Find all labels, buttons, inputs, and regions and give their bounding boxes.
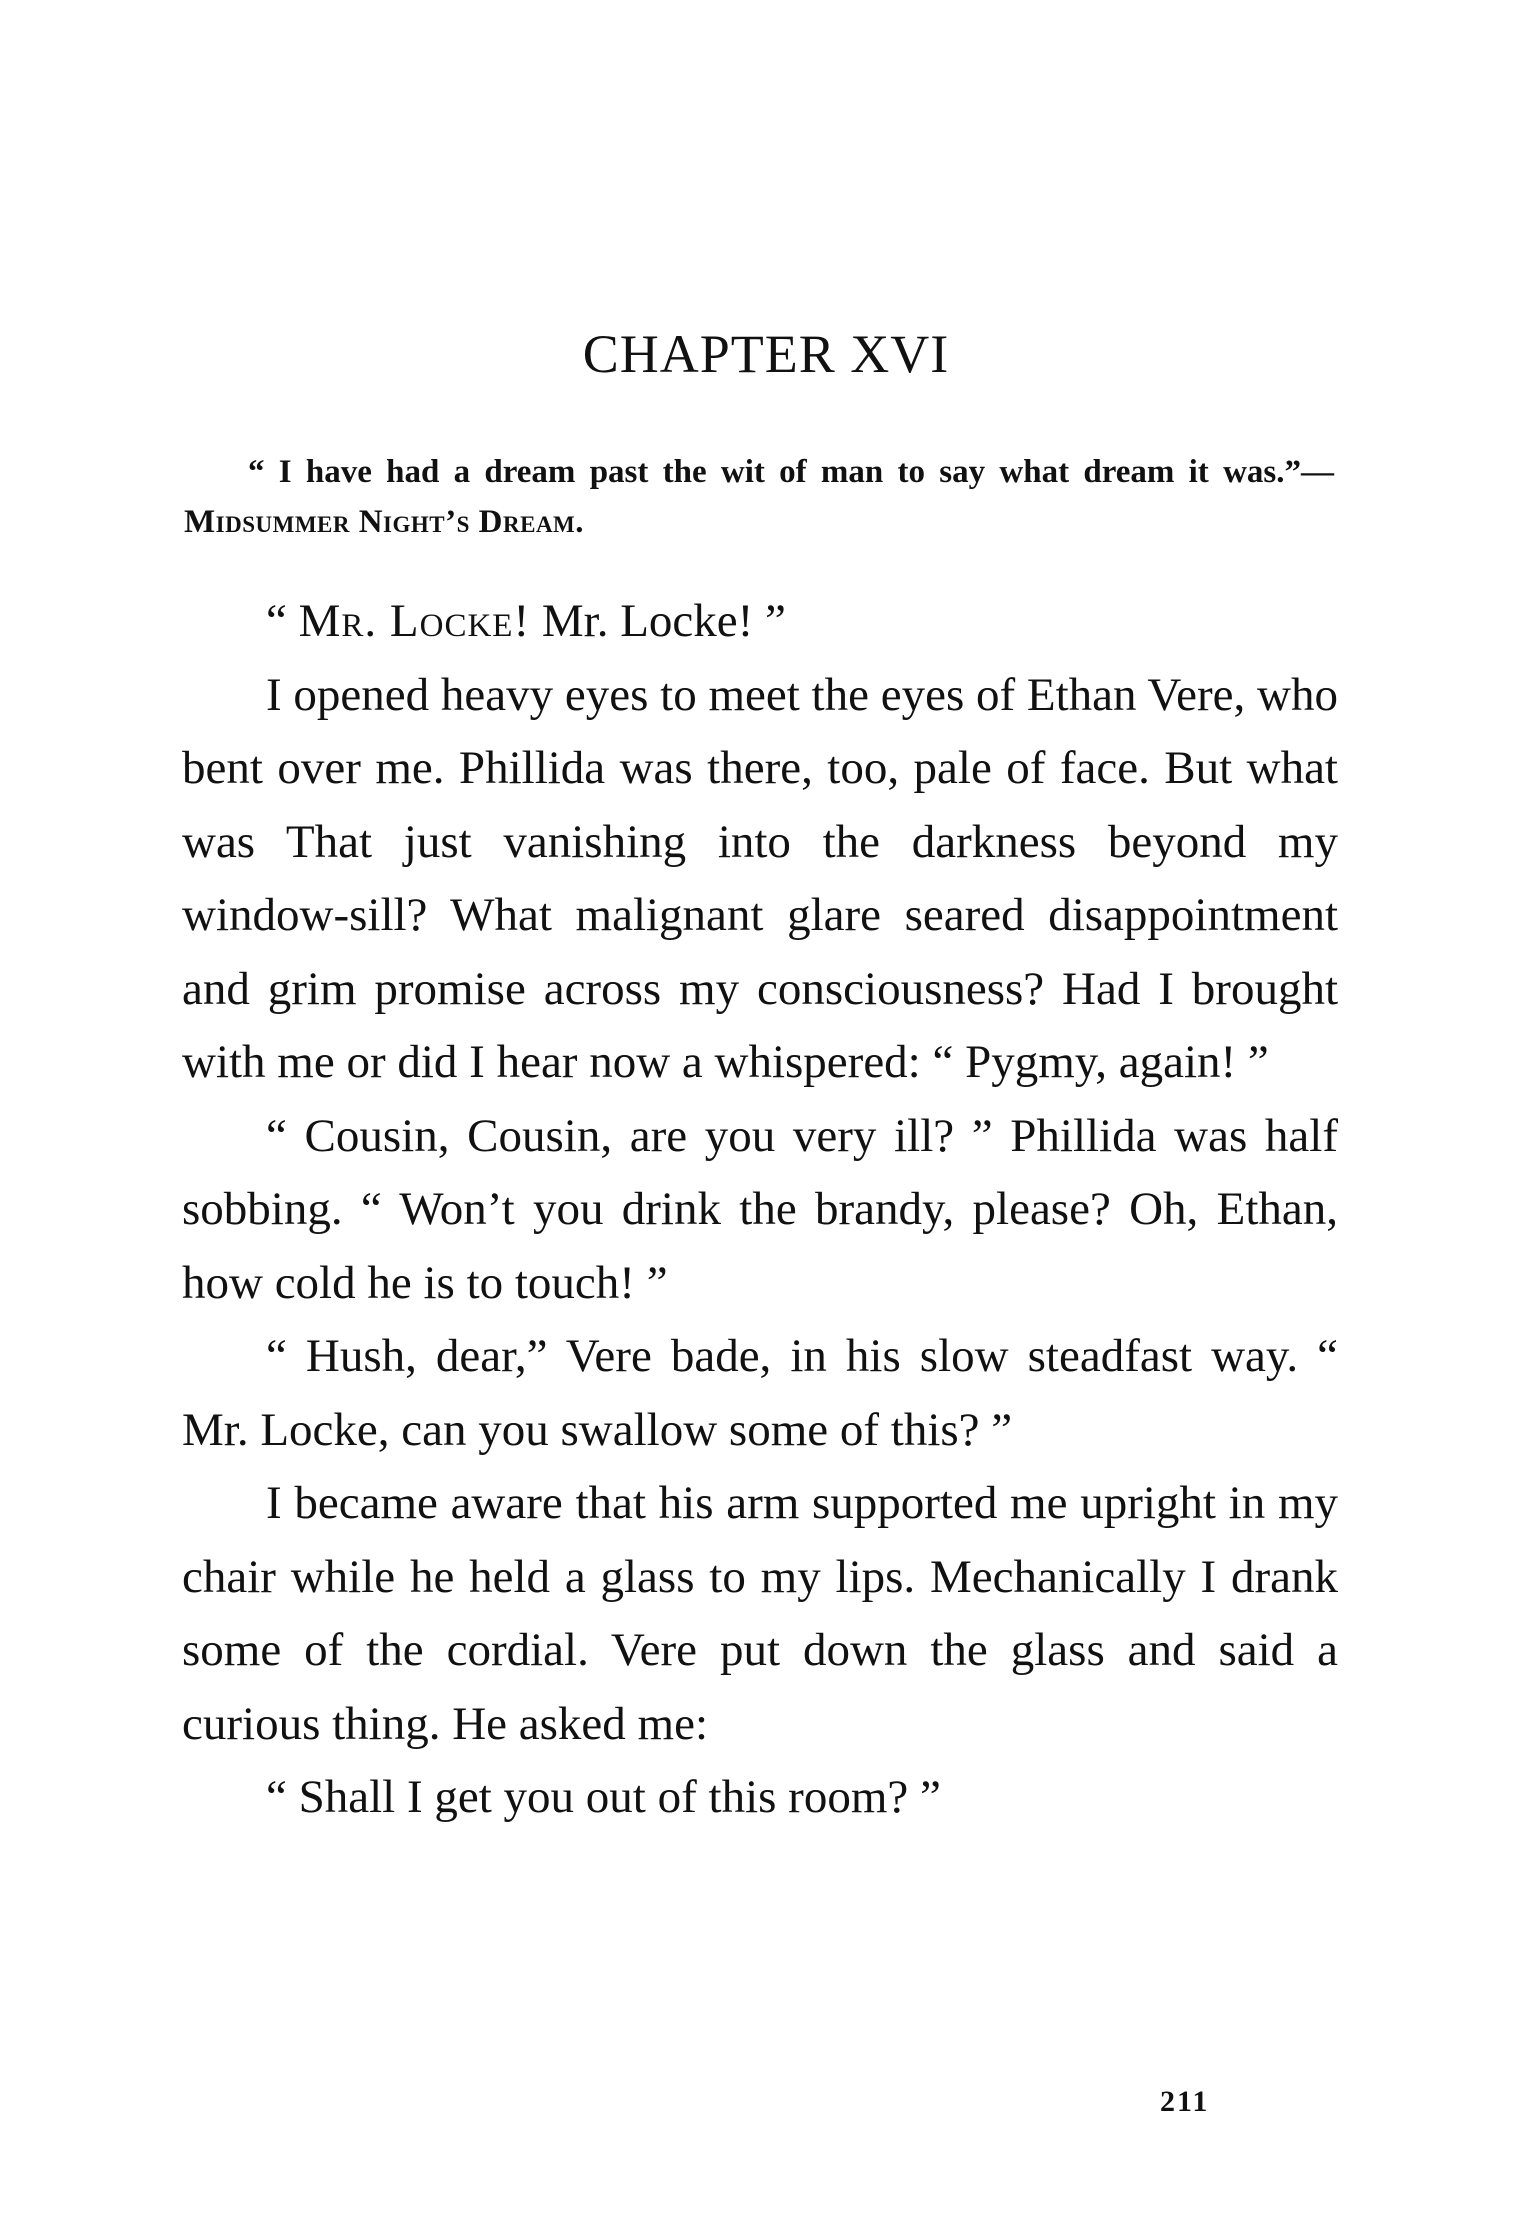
opening-line [182,585,1338,659]
page-number: 211 [1160,2085,1210,2118]
paragraph: “ Shall I get you out of this room? ” [266,1771,941,1823]
epigraph-source: Midsummer Night’s Dream. [184,504,585,540]
opening-name: Mr. Locke! [298,595,531,647]
epigraph [184,447,1334,547]
body-text [182,585,1338,1835]
paragraph: “ Hush, dear,” Vere bade, in his slow steadfast way. “ Mr. Locke, can you swallow some of this? ” [182,1330,1338,1456]
epigraph-quote: “ I have had a dream past the wit of man to say what dream it was.”— [248,454,1334,490]
opening-rest: Mr. Locke! ” [530,595,786,647]
opening-quote-mark: “ [266,595,299,647]
paragraph: I became aware that his arm supported me upright in my chair while he held a glass to my lips. Mechanically I drank some of the cordial. Vere put down the glass and said a curious thing. He asked me: [182,1477,1338,1750]
paragraph: “ Cousin, Cousin, are you very ill? ” Phillida was half sobbing. “ Won’t you drink the brandy, please? Oh, Ethan, how cold he is to touch! ” [182,1109,1338,1309]
chapter-title: CHAPTER XVI [582,324,950,384]
paragraph: I opened heavy eyes to meet the eyes of Ethan Vere, who bent over me. Phillida was there, too, pale of face. But what was That just vanishing into the darkness beyond my window-sill? What malignant glare seared disappointment and grim promise across my consciousness? Had I brought with me or did I hear now a whispered: “ Pygmy, again! ” [182,668,1338,1088]
